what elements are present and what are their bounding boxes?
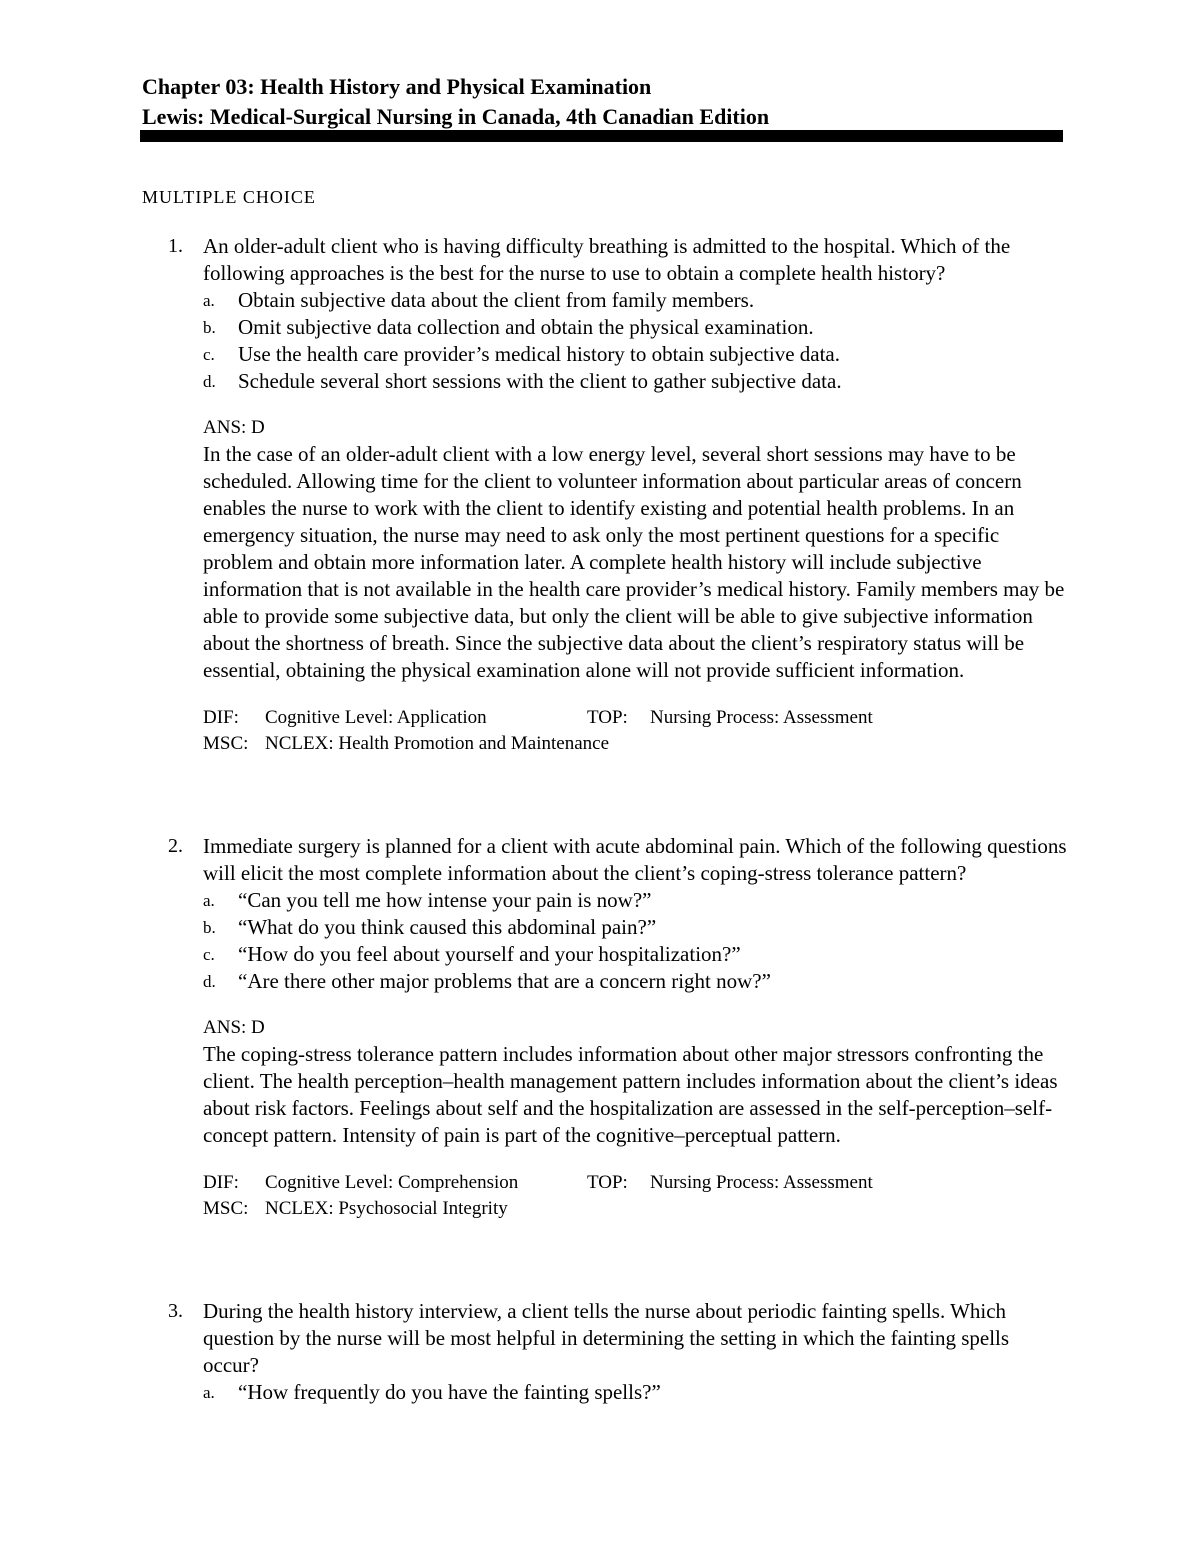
- option-letter: c.: [203, 945, 215, 964]
- option-text: “How frequently do you have the fainting spells?”: [238, 1380, 661, 1404]
- option-text: Omit subjective data collection and obtain the physical examination.: [238, 315, 814, 339]
- header-rule: [140, 130, 1063, 142]
- section-heading: MULTIPLE CHOICE: [142, 187, 316, 207]
- msc-label: MSC:: [203, 1198, 249, 1219]
- option-text: “Are there other major problems that are a concern right now?”: [238, 969, 771, 993]
- option-letter: b.: [203, 918, 216, 937]
- option-text: “Can you tell me how intense your pain is now?”: [238, 888, 652, 912]
- book-title: Lewis: Medical-Surgical Nursing in Canada, 4th Canadian Edition: [142, 104, 770, 129]
- question-3: [142, 1298, 1067, 1406]
- question-number: 1.: [168, 235, 183, 257]
- dif-label: DIF:: [203, 1172, 239, 1193]
- answer-options: [142, 1379, 1067, 1406]
- question-1: [142, 233, 1067, 757]
- top-value: Nursing Process: Assessment: [650, 707, 873, 728]
- option-a: [203, 287, 1067, 314]
- top-label: TOP:: [587, 1172, 628, 1193]
- rationale-text: The coping-stress tolerance pattern includes information about other major stressors confronting the client. The health perception–health management pattern includes information about the client’s ideas about risk factors. Feelings about self and the hospitalization are assessed in the self-perception–self-concept pattern. Intensity of pain is part of the cognitive–perceptual pattern.: [203, 1042, 1058, 1147]
- answer-key: ANS: D: [203, 1017, 265, 1038]
- dif-value: Cognitive Level: Application: [265, 707, 487, 728]
- option-c: [203, 941, 1067, 968]
- msc-value: NCLEX: Health Promotion and Maintenance: [265, 733, 610, 754]
- rationale-text: In the case of an older-adult client with a low energy level, several short sessions may have to be scheduled. Allowing time for the client to volunteer information about particular areas of concern enables the nurse to work with the client to identify existing and potential health problems. In an emergency situation, the nurse may need to ask only the most pertinent questions for a specific problem and obtain more information later. A complete health history will include subjective information that is not available in the health care provider’s medical history. Family members may be able to provide some subjective data, but only the client will be able to give subjective information about the shortness of breath. Since the subjective data about the client’s respiratory status will be essential, obtaining the physical examination alone will not provide sufficient information.: [203, 442, 1065, 682]
- question-number: 2.: [168, 835, 183, 857]
- option-d: [203, 968, 1067, 995]
- option-text: Obtain subjective data about the client from family members.: [238, 288, 755, 312]
- answer-key: ANS: D: [203, 417, 265, 438]
- msc-value: NCLEX: Psychosocial Integrity: [265, 1198, 508, 1219]
- question-2: [142, 833, 1067, 1222]
- option-b: [203, 914, 1067, 941]
- question-metadata: [203, 705, 1067, 757]
- answer-options: [142, 287, 1067, 395]
- option-text: “How do you feel about yourself and your hospitalization?”: [238, 942, 741, 966]
- option-text: Use the health care provider’s medical history to obtain subjective data.: [238, 342, 840, 366]
- option-letter: d.: [203, 972, 216, 991]
- chapter-title: Chapter 03: Health History and Physical Examination: [142, 74, 652, 99]
- option-d: [203, 368, 1067, 395]
- msc-label: MSC:: [203, 733, 249, 754]
- option-text: Schedule several short sessions with the client to gather subjective data.: [238, 369, 842, 393]
- option-letter: c.: [203, 345, 215, 364]
- question-number: 3.: [168, 1300, 183, 1322]
- option-c: [203, 341, 1067, 368]
- top-label: TOP:: [587, 707, 628, 728]
- top-value: Nursing Process: Assessment: [650, 1172, 873, 1193]
- option-b: [203, 314, 1067, 341]
- option-a: [203, 1379, 1067, 1406]
- answer-options: [142, 887, 1067, 995]
- option-letter: a.: [203, 291, 215, 310]
- question-text: During the health history interview, a client tells the nurse about periodic fainting spells. Which question by the nurse will be most helpful in determining the setting in which the fainting spells occur?: [203, 1299, 1010, 1377]
- option-letter: d.: [203, 372, 216, 391]
- question-text: An older-adult client who is having difficulty breathing is admitted to the hospital. Which of the following approaches is the best for the nurse to use to obtain a complete health history?: [203, 234, 1011, 285]
- option-a: [203, 887, 1067, 914]
- option-letter: a.: [203, 891, 215, 910]
- dif-value: Cognitive Level: Comprehension: [265, 1172, 519, 1193]
- question-metadata: [203, 1170, 1067, 1222]
- question-text: Immediate surgery is planned for a client with acute abdominal pain. Which of the following questions will elicit the most complete information about the client’s coping-stress tolerance pattern?: [203, 834, 1067, 885]
- option-text: “What do you think caused this abdominal pain?”: [238, 915, 657, 939]
- option-letter: b.: [203, 318, 216, 337]
- option-letter: a.: [203, 1383, 215, 1402]
- dif-label: DIF:: [203, 707, 239, 728]
